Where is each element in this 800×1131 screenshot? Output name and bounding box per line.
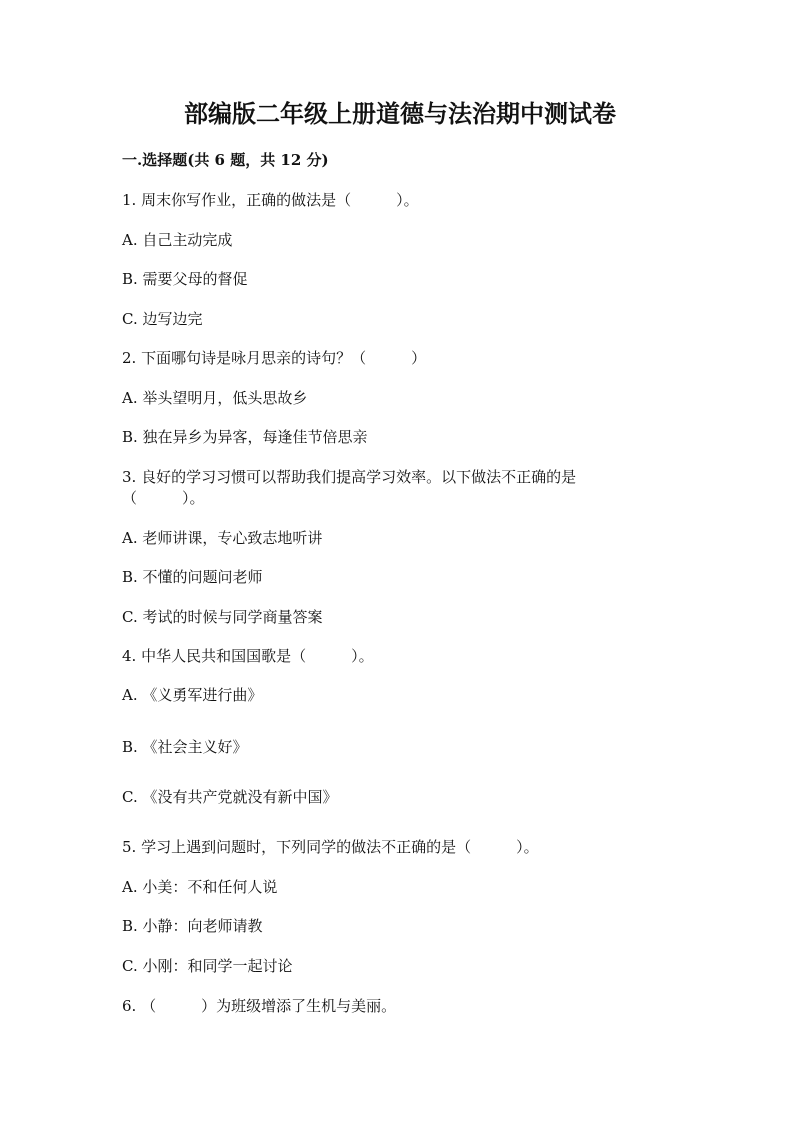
question-5-option-a: A. 小美：不和任何人说 bbox=[122, 878, 278, 896]
question-2-option-a: A. 举头望明月，低头思故乡 bbox=[122, 389, 308, 407]
question-4-option-a: A. 《义勇军进行曲》 bbox=[122, 686, 263, 704]
question-4-option-b: B. 《社会主义好》 bbox=[122, 738, 248, 756]
question-4-option-c: C. 《没有共产党就没有新中国》 bbox=[122, 788, 338, 806]
question-2-option-b: B. 独在异乡为异客，每逢佳节倍思亲 bbox=[122, 428, 368, 446]
question-1-stem: 1. 周末你写作业，正确的做法是（ ）。 bbox=[122, 191, 419, 209]
question-5-stem: 5. 学习上遇到问题时，下列同学的做法不正确的是（ ）。 bbox=[122, 838, 539, 856]
question-2-stem: 2. 下面哪句诗是咏月思亲的诗句？（ ） bbox=[122, 349, 427, 367]
question-3-option-a: A. 老师讲课，专心致志地听讲 bbox=[122, 529, 323, 547]
question-6-stem: 6. （ ）为班级增添了生机与美丽。 bbox=[122, 997, 397, 1015]
question-1-option-c: C. 边写边完 bbox=[122, 310, 203, 328]
section-heading: 一.选择题(共 6 题，共 12 分) bbox=[122, 151, 329, 169]
page-title: 部编版二年级上册道德与法治期中测试卷 bbox=[184, 99, 616, 128]
question-5-option-c: C. 小刚：和同学一起讨论 bbox=[122, 957, 293, 975]
question-3-stem-continued: （ ）。 bbox=[122, 489, 205, 507]
question-1-option-a: A. 自己主动完成 bbox=[122, 231, 233, 249]
question-3-stem: 3. 良好的学习习惯可以帮助我们提高学习效率。以下做法不正确的是 bbox=[122, 468, 577, 486]
question-4-stem: 4. 中华人民共和国国歌是（ ）。 bbox=[122, 647, 374, 665]
question-3-option-c: C. 考试的时候与同学商量答案 bbox=[122, 608, 323, 626]
question-3-option-b: B. 不懂的问题问老师 bbox=[122, 568, 263, 586]
question-5-option-b: B. 小静：向老师请教 bbox=[122, 917, 263, 935]
question-1-option-b: B. 需要父母的督促 bbox=[122, 270, 248, 288]
